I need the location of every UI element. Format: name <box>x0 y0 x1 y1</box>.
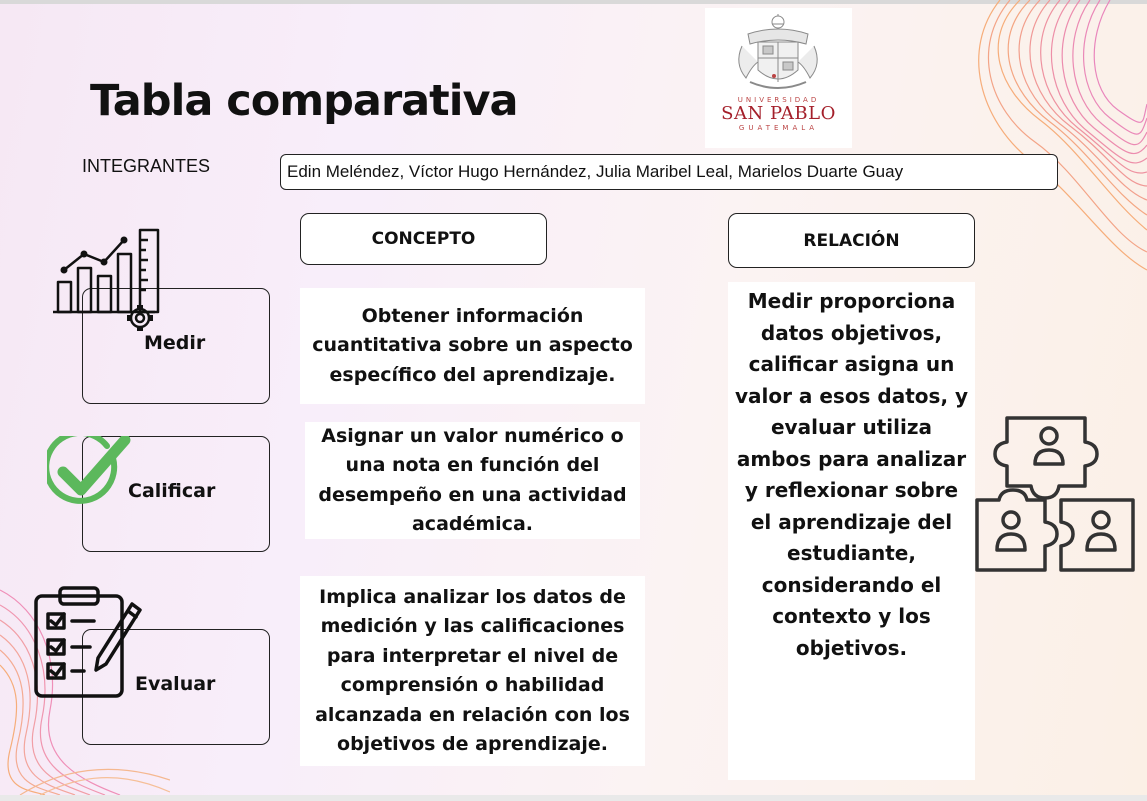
header-concepto: CONCEPTO <box>300 213 547 265</box>
green-checkmark-icon <box>47 436 133 512</box>
page-title: Tabla comparativa <box>90 76 518 126</box>
header-relacion: RELACIÓN <box>728 213 975 268</box>
logo-text-guatemala: GUATEMALA <box>738 124 819 132</box>
clipboard-checklist-icon <box>32 584 144 700</box>
definition-evaluar: Implica analizar los datos de medición y las calificaciones para interpretar el nivel de comprensión o habilidad alcanzada en relación con los objetivos de aprendizaje. <box>300 576 645 766</box>
integrantes-label: INTEGRANTES <box>82 156 211 176</box>
definition-calificar: Asignar un valor numérico o una nota en función del desempeño en una actividad académica. <box>305 422 640 539</box>
relacion-text: Medir proporciona datos objetivos, calificar asigna un valor a esos datos, y evaluar utiliza ambos para analizar y reflexionar sobre el aprendizaje del estudiante, considerando el contexto y los objetivos. <box>728 282 975 780</box>
university-logo <box>705 8 852 148</box>
university-crest-icon <box>728 12 828 96</box>
logo-text-universidad: UNIVERSIDAD <box>737 96 820 104</box>
decorative-waves-top-right <box>960 0 1147 290</box>
top-edge <box>0 0 1147 4</box>
bar-chart-gear-icon <box>50 226 165 336</box>
integrantes-field: Edin Meléndez, Víctor Hugo Hernández, Julia Maribel Leal, Marielos Duarte Guay <box>280 154 1058 190</box>
puzzle-people-icon <box>973 414 1138 574</box>
logo-text-san-pablo: SAN PABLO <box>721 103 836 124</box>
definition-medir: Obtener información cuantitativa sobre un aspecto específico del aprendizaje. <box>300 288 645 404</box>
bottom-edge <box>0 795 1147 801</box>
term-label-calificar: Calificar <box>128 480 216 502</box>
term-label-medir: Medir <box>144 332 206 354</box>
term-label-evaluar: Evaluar <box>135 673 216 695</box>
